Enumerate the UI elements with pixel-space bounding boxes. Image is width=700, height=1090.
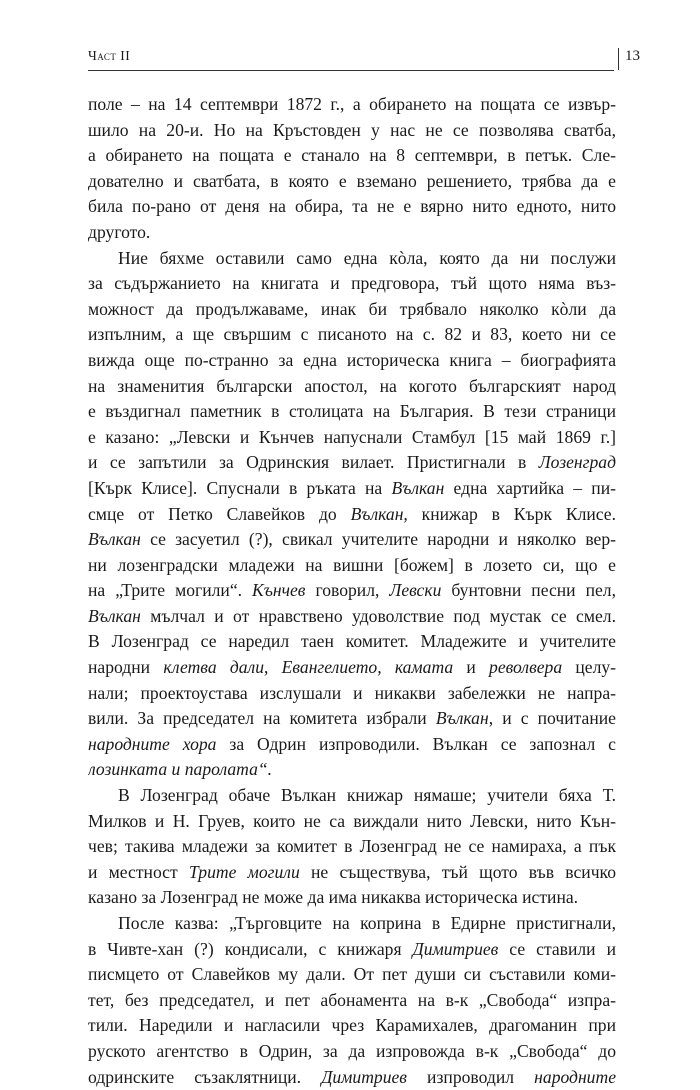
text-segment: смце от Петко Славейков до bbox=[88, 503, 351, 524]
text-segment: мълчал и от нравствено удоволствие под мустак се смел. bbox=[140, 605, 616, 626]
text-segment: не съществува, тъй щото във всичко bbox=[299, 861, 616, 882]
text-segment: и bbox=[453, 657, 490, 678]
text-line bbox=[88, 937, 616, 963]
text-segment: писмцето от Славейков му дали. От пет души си съставили коми- bbox=[88, 964, 616, 985]
text-line bbox=[88, 553, 616, 579]
text-segment: Ние бяхме оставили само една кòла, която да ни послужи bbox=[118, 247, 616, 268]
text-line bbox=[88, 1065, 616, 1090]
text-segment: книжар в Кърк Клисе. bbox=[407, 503, 616, 524]
italic-text: револвера bbox=[489, 657, 563, 678]
text-segment: одринските съзаклятници. bbox=[88, 1066, 322, 1087]
text-line bbox=[88, 885, 616, 911]
text-segment: и се запътили за Одринския вилает. Пристигнали в bbox=[88, 452, 539, 473]
text-line bbox=[88, 988, 616, 1014]
page-header bbox=[88, 48, 644, 72]
text-segment: за съдържанието на книгата и предговора, тъй щото няма въз- bbox=[88, 273, 616, 294]
text-line bbox=[88, 1013, 616, 1039]
text-segment: После казва: „Търговците на коприна в Едирне пристигнали, bbox=[118, 913, 616, 933]
italic-text: Лозенград bbox=[538, 452, 616, 473]
text-line bbox=[88, 527, 616, 553]
text-segment: можност да продължаваме, инак би трябвало няколко кòли да bbox=[88, 298, 616, 319]
text-line bbox=[88, 322, 616, 348]
text-line bbox=[88, 604, 616, 630]
text-line bbox=[88, 246, 616, 272]
text-segment: една хартийка – пи- bbox=[444, 477, 616, 498]
text-segment: [Кърк Клисе]. Спуснали в ръката на bbox=[88, 477, 392, 498]
text-segment: за Одрин изпроводили. Вълкан се запознал с bbox=[216, 733, 616, 754]
italic-text: народните bbox=[534, 1066, 616, 1087]
text-line bbox=[88, 578, 616, 604]
italic-text: Димитриев bbox=[412, 938, 499, 959]
text-segment: поле – на 14 септември 1872 г., а обирането на пощата се извър- bbox=[88, 94, 616, 114]
text-segment: на знаменития български апостол, на когото българският народ bbox=[88, 375, 616, 396]
text-segment: говорил, bbox=[305, 580, 390, 601]
text-segment: била по-рано от деня на обира, та не е вярно нито едното, нито bbox=[88, 196, 616, 217]
text-segment: нали; проектоустава изслушали и никакви забележки не напра- bbox=[88, 682, 616, 703]
text-segment: ни лозенградски младежи на вишни [божем] в лозето си, що е bbox=[88, 554, 616, 575]
italic-text: народните хора bbox=[88, 733, 217, 754]
header-divider bbox=[618, 48, 619, 70]
text-segment: Милков и Н. Груев, които не са виждали нито Левски, нито Кън- bbox=[88, 810, 616, 831]
header-rule bbox=[88, 70, 614, 71]
italic-text: Вълкан bbox=[88, 605, 141, 626]
text-segment: бунтовни песни пел, bbox=[441, 580, 616, 601]
text-segment: целу- bbox=[562, 657, 616, 678]
text-line bbox=[88, 92, 616, 118]
italic-text: Кънчев bbox=[252, 580, 306, 601]
text-line bbox=[88, 655, 616, 681]
italic-text: Вълкан bbox=[391, 477, 445, 498]
text-line bbox=[88, 809, 616, 835]
text-line bbox=[88, 450, 616, 476]
italic-text: лозинката и паролата“. bbox=[88, 759, 273, 780]
text-segment: на „Трите могили“. bbox=[88, 580, 253, 601]
text-segment: в Чивте-хан (?) кондисали, с книжаря bbox=[88, 938, 413, 959]
italic-text: Вълкан bbox=[435, 708, 489, 729]
text-line bbox=[88, 476, 616, 502]
text-segment: вижда още по-странно за една историческа книга – биографията bbox=[88, 349, 616, 370]
text-segment: В Лозенград се наредил таен комитет. Младежите и учителите bbox=[88, 631, 616, 652]
italic-text: Димитриев bbox=[321, 1066, 407, 1087]
text-line bbox=[88, 425, 616, 451]
text-line bbox=[88, 1039, 616, 1065]
page-number: 13 bbox=[625, 48, 640, 64]
text-segment: шило на 20-и. Но на Кръстовден у нас не се позволява сватба, bbox=[88, 119, 616, 140]
text-segment: дователно и сватбата, в която е вземано решението, трябва да е bbox=[88, 170, 616, 191]
text-segment: тили. Наредили и нагласили чрез Карамихалев, драгоманин при bbox=[88, 1015, 616, 1036]
italic-text: Трите могили bbox=[188, 861, 300, 882]
text-line bbox=[88, 118, 616, 144]
text-line bbox=[88, 271, 616, 297]
text-segment: изпроводил bbox=[406, 1066, 535, 1087]
text-segment: , bbox=[264, 657, 282, 678]
text-line bbox=[88, 732, 616, 758]
text-line bbox=[88, 169, 616, 195]
italic-text: Вълкан bbox=[88, 529, 141, 550]
text-segment: руското агентство в Одрин, за да изпровожда в-к „Свобода“ до bbox=[88, 1040, 616, 1061]
text-line bbox=[88, 194, 616, 220]
text-line bbox=[88, 502, 616, 528]
italic-text: Вълкан, bbox=[350, 503, 408, 524]
text-segment: другото. bbox=[88, 221, 151, 242]
text-segment: чев; такива младежи за комитет в Лозенград не се намираха, а пък bbox=[88, 836, 616, 857]
italic-text: Левски bbox=[389, 580, 442, 601]
text-segment: тет, без председател, и пет абонамента на в-к „Свобода“ изпра- bbox=[88, 989, 616, 1010]
text-segment: народни bbox=[88, 657, 164, 678]
text-line bbox=[88, 962, 616, 988]
text-segment: казано за Лозенград не може да има никаква историческа истина. bbox=[88, 887, 579, 908]
text-line bbox=[88, 834, 616, 860]
text-line bbox=[88, 860, 616, 886]
text-line bbox=[88, 143, 616, 169]
text-line bbox=[88, 220, 616, 246]
text-line bbox=[88, 911, 616, 937]
text-line bbox=[88, 348, 616, 374]
text-segment: В Лозенград обаче Вълкан книжар нямаше; учители бяха Т. bbox=[118, 785, 616, 806]
text-segment: се засуетил (?), свикал учителите народни и няколко вер- bbox=[140, 529, 616, 550]
text-line bbox=[88, 706, 616, 732]
part-label: Част II bbox=[88, 48, 131, 63]
text-line bbox=[88, 297, 616, 323]
text-line bbox=[88, 374, 616, 400]
text-segment: а обирането на пощата е станало на 8 септември, в петък. Сле- bbox=[88, 145, 616, 166]
text-segment: вили. За председател на комитета избрали bbox=[88, 708, 436, 729]
italic-text: Евангелието, камата bbox=[281, 657, 454, 678]
text-segment: и местност bbox=[88, 861, 189, 882]
text-segment: , и с почитание bbox=[488, 708, 616, 729]
text-segment: изпълним, а ще свършим с писаното на с. 82 и 83, което ни се bbox=[88, 324, 616, 345]
text-line bbox=[88, 783, 616, 809]
italic-text: клетва дали bbox=[163, 657, 265, 678]
text-line bbox=[88, 399, 616, 425]
text-line bbox=[88, 681, 616, 707]
text-segment: е въздигнал паметник в столицата на България. В тези страници bbox=[88, 401, 616, 422]
text-line bbox=[88, 757, 616, 783]
text-segment: се ставили и bbox=[498, 938, 616, 959]
text-line bbox=[88, 629, 616, 655]
text-segment: е казано: „Левски и Кънчев напуснали Стамбул [15 май 1869 г.] bbox=[88, 426, 616, 447]
body-text bbox=[88, 92, 616, 1090]
